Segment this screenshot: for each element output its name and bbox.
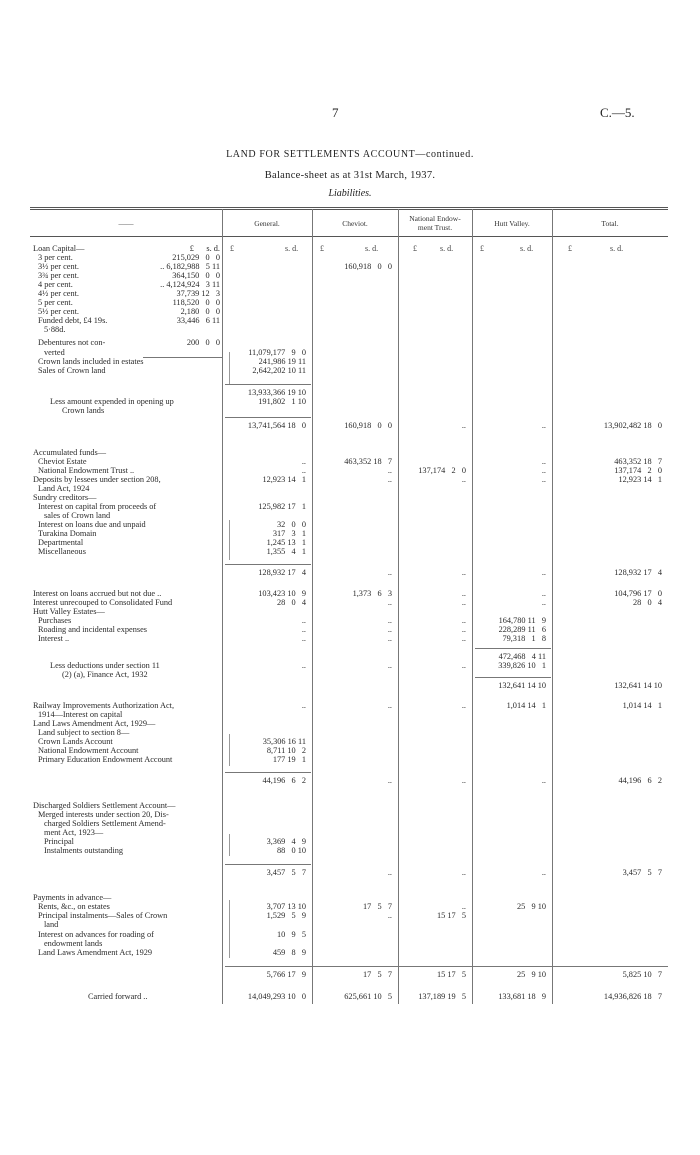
loan-breakdown-value: 215,029 0 0 [172,253,220,262]
row-label: Accumulated funds— [33,448,107,457]
hutt-valley-value: 25 9 10 [516,970,546,979]
loan-breakdown-value: £ s. d. [189,244,220,253]
total-value: 28 0 4 [632,598,662,607]
cheviot-value: .. [387,466,392,475]
general-value: 35,306 16 11 [262,737,306,746]
cheviot-value: .. [387,911,392,920]
row-label: Crown lands [62,406,105,415]
subtotal-rule [225,564,311,565]
hutt-valley-value: 339,826 10 1 [498,661,546,670]
row-label: Deposits by lessees under section 208, [33,475,161,484]
general-value: .. [301,616,306,625]
general-value: 28 0 4 [276,598,306,607]
hutt-valley-value: .. [541,466,546,475]
total-value: 463,352 18 7 [614,457,662,466]
hutt-valley-value: 228,289 11 6 [498,625,546,634]
row-label: verted [44,348,65,357]
general-value: 1,355 4 1 [266,547,306,556]
row-label: Sundry creditors— [33,493,97,502]
cheviot-value: 160,918 0 0 [344,262,392,271]
row-label: Land Laws Amendment Act, 1929— [33,719,156,728]
general-value: 2,642,202 10 11 [252,366,306,375]
national-endowment-value: .. [461,902,466,911]
cheviot-value: .. [387,625,392,634]
total-value: 3,457 5 7 [622,868,662,877]
col-divider [398,209,399,1004]
col-divider [312,209,313,1004]
loan-breakdown-value: 33,446 6 11 [176,316,220,325]
account-title: LAND FOR SETTLEMENTS ACCOUNT—continued. [226,149,474,160]
col-divider [472,209,473,1004]
national-endowment-value: .. [461,661,466,670]
row-label: Purchases [38,616,72,625]
row-label: Interest on loans accrued but not due .. [33,589,162,598]
national-endowment-value: .. [461,568,466,577]
general-value: 317 3 1 [272,529,306,538]
loan-breakdown-value: .. 6,182,988 5 11 [160,262,220,271]
national-endowment-value: .. [461,701,466,710]
general-value: 177 19 1 [272,755,306,764]
cheviot-value: 463,352 18 7 [344,457,392,466]
pounds-label: £ [480,244,484,253]
sd-label: s. d. [520,244,534,253]
hutt-valley-value: .. [541,568,546,577]
total-value: 132,641 14 10 [614,681,662,690]
row-label: Land subject to section 8— [38,728,130,737]
hutt-valley-value: 164,780 11 9 [498,616,546,625]
hutt-valley-value: 79,318 1 8 [502,634,546,643]
national-endowment-value: 15 17 5 [436,911,466,920]
loan-breakdown-value: 364,150 0 0 [172,271,220,280]
general-value: .. [301,625,306,634]
row-label: 5·88d. [44,325,66,334]
col-header-description: —— [118,218,134,228]
cheviot-value: .. [387,634,392,643]
balance-sheet-title: Balance-sheet as at 31st March, 1937. [264,170,436,181]
row-label: Land Laws Amendment Act, 1929 [38,948,153,957]
table-top-rule-double [30,209,668,210]
national-endowment-value: .. [461,625,466,634]
cheviot-value: .. [387,598,392,607]
total-value: 14,936,826 18 7 [603,992,662,1001]
hutt-valley-value: .. [541,589,546,598]
row-label: Departmental [38,538,84,547]
national-endowment-value: 15 17 5 [436,970,466,979]
row-label: land [44,920,59,929]
pounds-label: £ [230,244,234,253]
pounds-label: £ [568,244,572,253]
cheviot-value: 160,918 0 0 [344,421,392,430]
cheviot-value: 1,373 6 3 [352,589,392,598]
row-label: Discharged Soldiers Settlement Account— [33,801,176,810]
general-value: 32 0 0 [276,520,306,529]
national-endowment-value: .. [461,421,466,430]
bracket-bar [229,834,230,856]
general-value: 459 8 9 [272,948,306,957]
col-header-total: Total. [601,218,619,228]
general-value: .. [301,701,306,710]
general-value: .. [301,457,306,466]
cheviot-value: 625,661 10 5 [344,992,392,1001]
table-top-rule [30,207,668,208]
row-label: Interest on loans due and unpaid [38,520,146,529]
cheviot-value: .. [387,475,392,484]
row-label: charged Soldiers Settlement Amend- [44,819,166,828]
header-bottom-rule [30,236,668,237]
national-endowment-value: 137,174 2 0 [418,466,466,475]
loan-breakdown-value: .. 4,124,924 3 11 [160,280,220,289]
row-label: National Endowment Account [38,746,139,755]
row-label: Merged interests under section 20, Dis- [38,810,169,819]
general-value: 13,741,564 18 0 [247,421,306,430]
cheviot-value: .. [387,568,392,577]
row-label: endowment lands [44,939,103,948]
general-value: .. [301,466,306,475]
row-label: Interest .. [38,634,70,643]
cheviot-value: .. [387,616,392,625]
row-label: Funded debt, £4 19s. [38,316,108,325]
cheviot-value: .. [387,701,392,710]
hutt-valley-value: 25 9 10 [516,902,546,911]
row-label: Crown Lands Account [38,737,113,746]
row-label: Roading and incidental expenses [38,625,147,634]
col-divider [222,209,223,1004]
national-endowment-value: .. [461,634,466,643]
subtotal-rule [225,966,668,967]
pounds-label: £ [413,244,417,253]
general-value: 191,802 1 10 [258,397,306,406]
row-label: Railway Improvements Authorization Act, [33,701,175,710]
general-value: 14,049,293 10 0 [247,992,306,1001]
row-label: Cheviot Estate [38,457,87,466]
hutt-valley-value: 1,014 14 1 [506,701,546,710]
row-label: Instalments outstanding [44,846,124,855]
row-label: Turakina Domain [38,529,97,538]
general-value: 128,932 17 4 [258,568,306,577]
loan-breakdown-value: 200 0 0 [186,338,220,347]
bracket-bar [229,352,230,384]
col-header-national-endowment: National Endow-ment Trust. [409,214,461,232]
national-endowment-value: .. [461,475,466,484]
loan-breakdown-value: 37,739 12 3 [176,289,220,298]
cheviot-value: .. [387,661,392,670]
general-value: .. [301,661,306,670]
row-label: Interest unrecouped to Consolidated Fund [33,598,173,607]
subtotal-rule [225,864,311,865]
general-value: 10 9 5 [276,930,306,939]
row-label: Sales of Crown land [38,366,106,375]
national-endowment-value: .. [461,598,466,607]
general-value: .. [301,634,306,643]
total-value: 137,174 2 0 [614,466,662,475]
total-value: 5,825 10 7 [622,970,662,979]
col-header-cheviot: Cheviot. [342,218,368,228]
subtotal-rule [475,677,551,678]
row-label: 5½ per cent. [38,307,80,316]
hutt-valley-value: .. [541,421,546,430]
total-value: 104,796 17 0 [614,589,662,598]
general-value: 3,369 4 9 [266,837,306,846]
section-title: Liabilities. [328,188,372,199]
cheviot-value: .. [387,868,392,877]
row-label: Carried forward .. [88,992,148,1001]
bracket-bar [229,734,230,766]
col-header-general: General. [254,218,280,228]
national-endowment-value: .. [461,776,466,785]
national-endowment-value: .. [461,589,466,598]
total-value: 44,196 6 2 [618,776,662,785]
subtotal-rule [225,417,311,418]
row-label: 4½ per cent. [38,289,80,298]
row-label: Principal instalments—Sales of Crown [38,911,168,920]
col-divider [552,209,553,1004]
loan-breakdown-value: 118,520 0 0 [172,298,220,307]
total-value: 1,014 14 1 [622,701,662,710]
total-value: 128,932 17 4 [614,568,662,577]
row-label: Principal [44,837,74,846]
document-code: C.—5. [600,105,635,120]
total-value: 12,923 14 1 [618,475,662,484]
national-endowment-value: .. [461,868,466,877]
row-label: sales of Crown land [44,511,111,520]
general-value: 3,707 13 10 [266,902,306,911]
row-label: Loan Capital— [33,244,85,253]
loan-breakdown-value: 2,180 0 0 [180,307,220,316]
row-label: Land Act, 1924 [38,484,90,493]
general-value: 241,986 19 11 [258,357,306,366]
row-label: (2) (a), Finance Act, 1932 [62,670,148,679]
sd-label: s. d. [440,244,454,253]
row-label: 3½ per cent. [38,262,80,271]
row-label: 3 per cent. [38,253,73,262]
row-label: Rents, &c., on estates [38,902,110,911]
national-endowment-value: .. [461,616,466,625]
row-label: Miscellaneous [38,547,86,556]
row-label: 1914—Interest on capital [38,710,123,719]
row-label: 4 per cent. [38,280,73,289]
cheviot-value: 17 5 7 [362,902,392,911]
subtotal-rule [225,772,311,773]
row-label: Less deductions under section 11 [50,661,160,670]
hutt-valley-value: .. [541,776,546,785]
hutt-valley-value: .. [541,475,546,484]
row-label: Crown lands included in estates [38,357,144,366]
row-label: Hutt Valley Estates— [33,607,105,616]
sd-label: s. d. [285,244,299,253]
general-value: 8,711 10 2 [266,746,306,755]
general-value: 44,196 6 2 [262,776,306,785]
general-value: 13,933,366 19 10 [247,388,306,397]
general-value: 1,529 5 9 [266,911,306,920]
row-label: ment Act, 1923— [44,828,104,837]
row-label: Debentures not con- [38,338,106,347]
general-value: 3,457 5 7 [266,868,306,877]
row-label: Payments in advance— [33,893,112,902]
col-header-hutt-valley: Hutt Valley. [494,218,530,228]
subtotal-rule [143,357,223,358]
subtotal-rule [475,648,551,649]
bracket-bar [229,520,230,560]
bracket-bar [229,900,230,958]
subtotal-rule [225,384,311,385]
row-label: 5 per cent. [38,298,73,307]
hutt-valley-value: .. [541,457,546,466]
cheviot-value: .. [387,776,392,785]
row-label: Interest on capital from proceeds of [38,502,157,511]
hutt-valley-value: .. [541,598,546,607]
sd-label: s. d. [365,244,379,253]
national-endowment-value: 137,189 19 5 [418,992,466,1001]
hutt-valley-value: 132,641 14 10 [498,681,546,690]
general-value: 12,923 14 1 [262,475,306,484]
row-label: Less amount expended in opening up [50,397,174,406]
hutt-valley-value: 133,681 18 9 [498,992,546,1001]
general-value: 11,079,177 9 0 [248,348,306,357]
pounds-label: £ [320,244,324,253]
page-number: 7 [332,105,339,120]
total-value: 13,902,482 18 0 [603,421,662,430]
row-label: National Endowment Trust .. [38,466,135,475]
hutt-valley-value: 472,468 4 11 [498,652,546,661]
sd-label: s. d. [610,244,624,253]
hutt-valley-value: .. [541,868,546,877]
row-label: Primary Education Endowment Account [38,755,173,764]
general-value: 88 0 10 [276,846,306,855]
cheviot-value: 17 5 7 [362,970,392,979]
general-value: 125,982 17 1 [258,502,306,511]
general-value: 5,766 17 9 [266,970,306,979]
general-value: 1,245 13 1 [266,538,306,547]
row-label: Interest on advances for roading of [38,930,154,939]
row-label: 3¾ per cent. [38,271,80,280]
general-value: 103,423 10 9 [258,589,306,598]
